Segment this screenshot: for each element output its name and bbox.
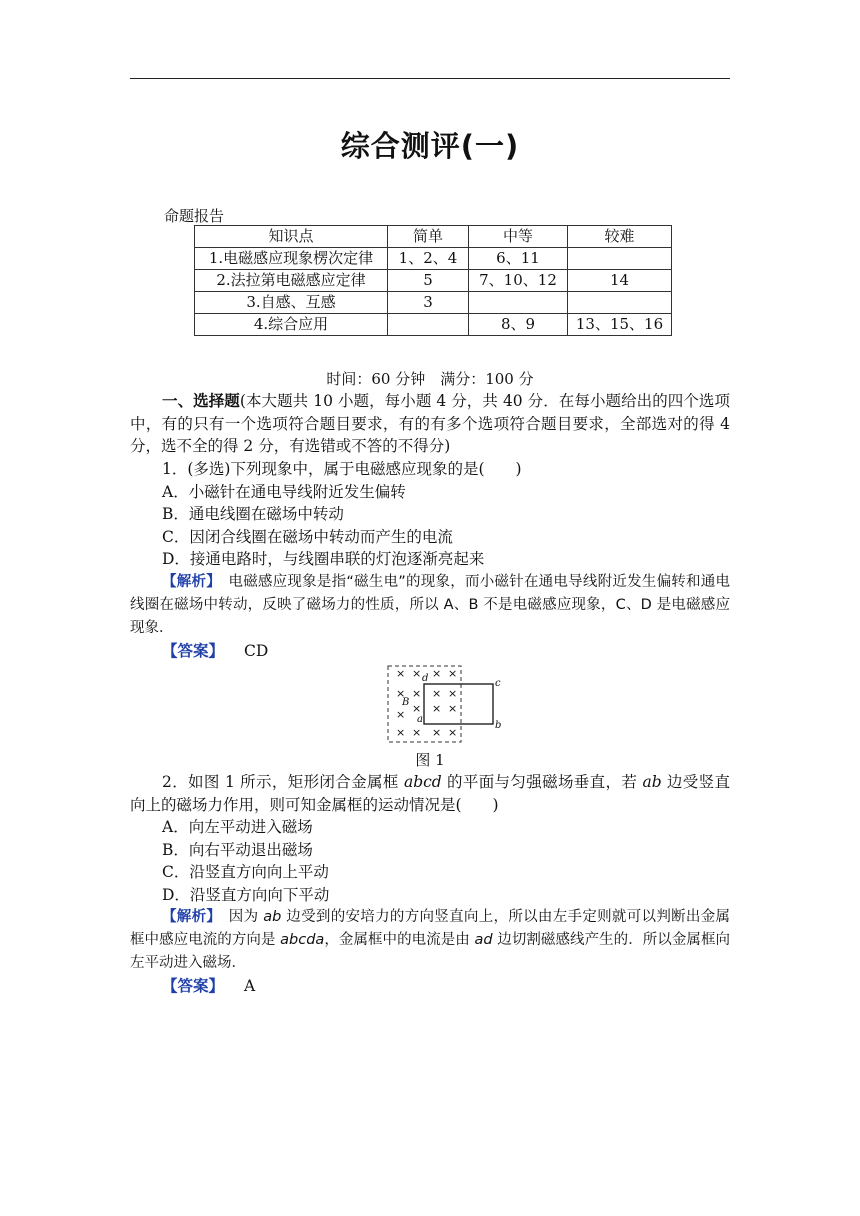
- option-a: A．小磁针在通电导线附近发生偏转: [162, 482, 406, 501]
- label-B: B: [402, 697, 410, 708]
- field-cross: ×: [432, 667, 442, 680]
- analysis: [130, 906, 730, 975]
- page-title: 综合测评(一): [340, 129, 520, 163]
- field-cross: ×: [448, 702, 458, 715]
- analysis-text: ，金属框中的电流是由: [324, 932, 475, 948]
- table-cell: [469, 292, 568, 314]
- table-row: [195, 314, 672, 336]
- question-1: [130, 458, 730, 662]
- option-d: D．接通电路时，与线圈串联的灯泡逐渐亮起来: [162, 550, 485, 568]
- table-header: 简单: [388, 226, 469, 248]
- label-b: b: [495, 720, 502, 731]
- table-cell: 8、9: [469, 314, 568, 336]
- answer-tag: 【答案】: [162, 640, 225, 660]
- analysis-italic: ab: [263, 909, 282, 925]
- answer-value: CD: [244, 641, 269, 660]
- section-description: (本大题共 10 小题，每小题 4 分，共 40 分．在每小题给出的四个选项中，有的只有一个选项符合题目要求，有的有多个选项符合题目要求，全部选对的得 4 分，选不全的得 2 分，有选错或不答的不得分): [130, 392, 730, 455]
- option-a: A．向左平动进入磁场: [162, 818, 313, 836]
- field-cross: ×: [432, 702, 442, 715]
- figure-caption: 图 1: [415, 751, 445, 769]
- table-header: 知识点: [195, 226, 388, 248]
- field-cross: ×: [448, 726, 458, 739]
- table-row: [195, 292, 672, 314]
- field-cross: ×: [448, 687, 458, 700]
- table-header: 较难: [568, 226, 672, 248]
- table-cell: 3.自感、互感: [195, 292, 388, 314]
- stem-italic: abcd: [403, 773, 442, 791]
- option-c: C．因闭合线圈在磁场中转动而产生的电流: [162, 527, 453, 546]
- option-c: C．沿竖直方向向上平动: [162, 863, 329, 881]
- table-cell: [568, 292, 672, 314]
- stem-text: 边受竖直向上的磁场力作用，则可知金属框的运动情况是( ): [130, 773, 730, 814]
- table-cell: 13、15、16: [568, 314, 672, 336]
- field-cross: ×: [432, 687, 442, 700]
- analysis-text: 边受到的安培力的方向竖直向上，所以由左手定则就可以判断出金属框中感应电流的方向是: [130, 909, 731, 948]
- label-d: d: [422, 673, 429, 684]
- stem-italic: ab: [642, 773, 662, 791]
- analysis-tag: 【解析】: [162, 909, 214, 925]
- table-cell: [388, 314, 469, 336]
- question-stem: 1．(多选)下列现象中，属于电磁感应现象的是( ): [162, 460, 522, 478]
- table-cell: 7、10、12: [469, 270, 568, 292]
- label-c: c: [495, 678, 501, 689]
- field-cross: ×: [412, 667, 422, 680]
- table-cell: 5: [388, 270, 469, 292]
- knowledge-table: [194, 225, 672, 336]
- field-cross: ×: [396, 726, 406, 739]
- analysis-text: 边切割磁感线产生的．所以金属框向左平动进入磁场．: [130, 932, 731, 971]
- table-cell: 1.电磁感应现象楞次定律: [195, 248, 388, 270]
- analysis: [130, 571, 730, 640]
- table-cell: 14: [568, 270, 672, 292]
- question-2: [130, 771, 730, 998]
- question-stem: [130, 771, 730, 816]
- answer: [130, 640, 730, 663]
- header-rule: [130, 78, 730, 79]
- field-cross: ×: [412, 726, 422, 739]
- field-cross: ×: [448, 667, 458, 680]
- table-cell: 3: [388, 292, 469, 314]
- section-heading: 一、选择题: [162, 391, 240, 410]
- table-cell: 1、2、4: [388, 248, 469, 270]
- figure-1-diagram: [386, 664, 502, 744]
- answer-tag: 【答案】: [162, 976, 225, 995]
- table-cell: [568, 248, 672, 270]
- analysis-italic: ad: [474, 932, 493, 948]
- option-d: D．沿竖直方向向下平动: [162, 885, 330, 904]
- answer-value: A: [244, 977, 256, 995]
- analysis-text: 因为: [228, 909, 264, 925]
- field-cross: ×: [396, 708, 406, 721]
- analysis-text: 电磁感应现象是指“磁生电”的现象，而小磁针在通电导线附近发生偏转和通电线圈在磁场中转动，反映了磁场力的性质，所以 A、B 不是电磁感应现象，C、D 是电磁感应现象．: [130, 573, 731, 636]
- analysis-tag: 【解析】: [162, 573, 214, 590]
- report-label: 命题报告: [164, 207, 225, 225]
- analysis-italic: abcda: [280, 932, 325, 948]
- answer: [130, 975, 730, 998]
- stem-text: 的平面与匀强磁场垂直，若: [441, 773, 643, 791]
- option-b: B．向右平动退出磁场: [162, 840, 313, 859]
- stem-text: 2．如图 1 所示，矩形闭合金属框: [162, 773, 404, 791]
- table-cell: 4.综合应用: [195, 314, 388, 336]
- field-cross: ×: [412, 687, 422, 700]
- field-cross: ×: [396, 667, 406, 680]
- time-score-line: 时间：60 分钟 满分：100 分: [326, 370, 534, 388]
- field-cross: ×: [432, 726, 442, 739]
- section-intro: [130, 390, 730, 458]
- label-a: a: [417, 714, 423, 725]
- field-cross: ×: [396, 687, 406, 700]
- table-cell: 6、11: [469, 248, 568, 270]
- table-header: 中等: [469, 226, 568, 248]
- table-cell: 2.法拉第电磁感应定律: [195, 270, 388, 292]
- table-header-row: [195, 226, 672, 248]
- table-row: [195, 270, 672, 292]
- table-row: [195, 248, 672, 270]
- field-cross: ×: [412, 702, 422, 715]
- option-b: B．通电线圈在磁场中转动: [162, 505, 344, 523]
